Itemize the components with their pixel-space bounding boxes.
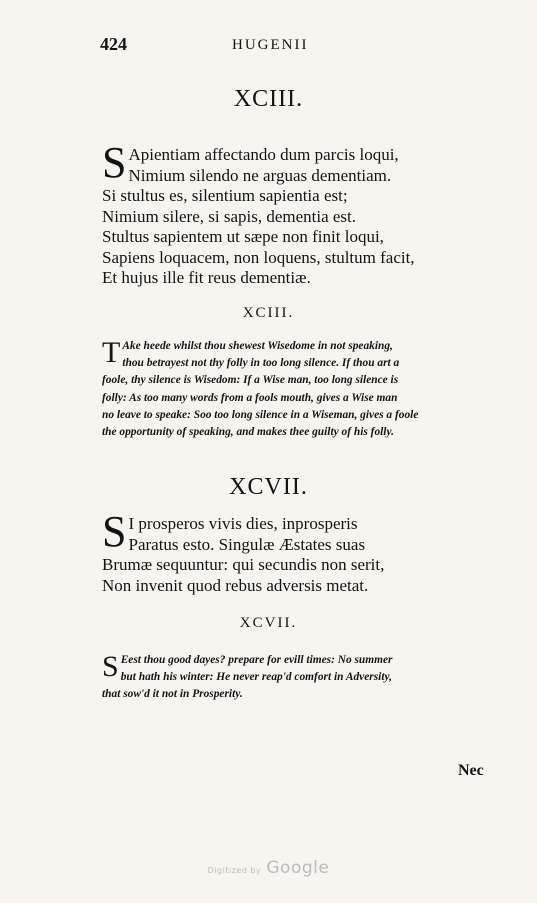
english-translation: [102, 652, 492, 704]
translation-line: no leave to speake: Soo too long silence in a Wiseman, gives a foole: [102, 408, 419, 421]
poem-line: Et hujus ille fit reus dementiæ.: [102, 268, 311, 287]
translation-line: Eest thou good dayes? prepare for evill times: No summer: [120, 654, 393, 666]
latin-poem: [102, 138, 472, 289]
watermark-prefix: Digitized by: [207, 866, 262, 875]
section-heading-latin: XCIII.: [233, 86, 304, 112]
latin-poem: [102, 507, 472, 596]
poem-line: Sapiens loquacem, non loquens, stultum facit,: [102, 247, 415, 267]
poem-line: Si stultus es, silentium sapientia est;: [102, 186, 348, 205]
translation-line: foole, thy silence is Wisedom: If a Wise man, too long silence is: [102, 374, 399, 387]
drop-cap: S: [102, 650, 119, 683]
english-translation: [102, 338, 492, 441]
translation-line: the opportunity of speaking, and makes thee guilty of his folly.: [102, 426, 394, 439]
translation-line: thou betrayest not thy folly in too long silence. If thou art a: [122, 357, 400, 370]
drop-cap: S: [102, 138, 127, 187]
translation-line: Ake heede whilst thou shewest Wisedome in not speaking,: [122, 340, 393, 352]
translation-line: but hath his winter: He never reap'd comfort in Adversity,: [120, 671, 392, 684]
translation-line: that sow'd it not in Prosperity.: [102, 688, 243, 701]
poem-line: I prosperos vivis dies, inprosperis: [128, 514, 358, 533]
poem-line: Paratus esto. Singulæ Æstates suas: [128, 534, 366, 554]
digitization-watermark: [0, 858, 537, 878]
page-header: [100, 34, 400, 58]
drop-cap: T: [102, 336, 121, 369]
poem-line: Non invenit quod rebus adversis metat.: [102, 575, 369, 595]
poem-line: Nimium silendo ne arguas dementiam.: [128, 165, 392, 185]
catchword: Nec: [458, 762, 484, 779]
section-heading-english: XCVII.: [239, 615, 298, 631]
poem-line: Brumæ sequuntur: qui secundis non serit,: [102, 555, 385, 574]
section-heading-english: XCIII.: [242, 305, 295, 321]
poem-line: Apientiam affectando dum parcis loqui,: [128, 145, 399, 164]
google-logo: Google: [266, 858, 330, 878]
poem-line: Nimium silere, si sapis, dementia est.: [102, 206, 357, 226]
drop-cap: S: [102, 507, 127, 556]
poem-line: Stultus sapientem ut sæpe non finit loqui,: [102, 227, 384, 246]
translation-line: folly: As too many words from a fools mouth, gives a Wise man: [102, 391, 398, 404]
running-title: HUGENII: [232, 37, 309, 53]
page-number: 424: [100, 34, 127, 54]
section-heading-latin: XCVII.: [229, 474, 308, 500]
